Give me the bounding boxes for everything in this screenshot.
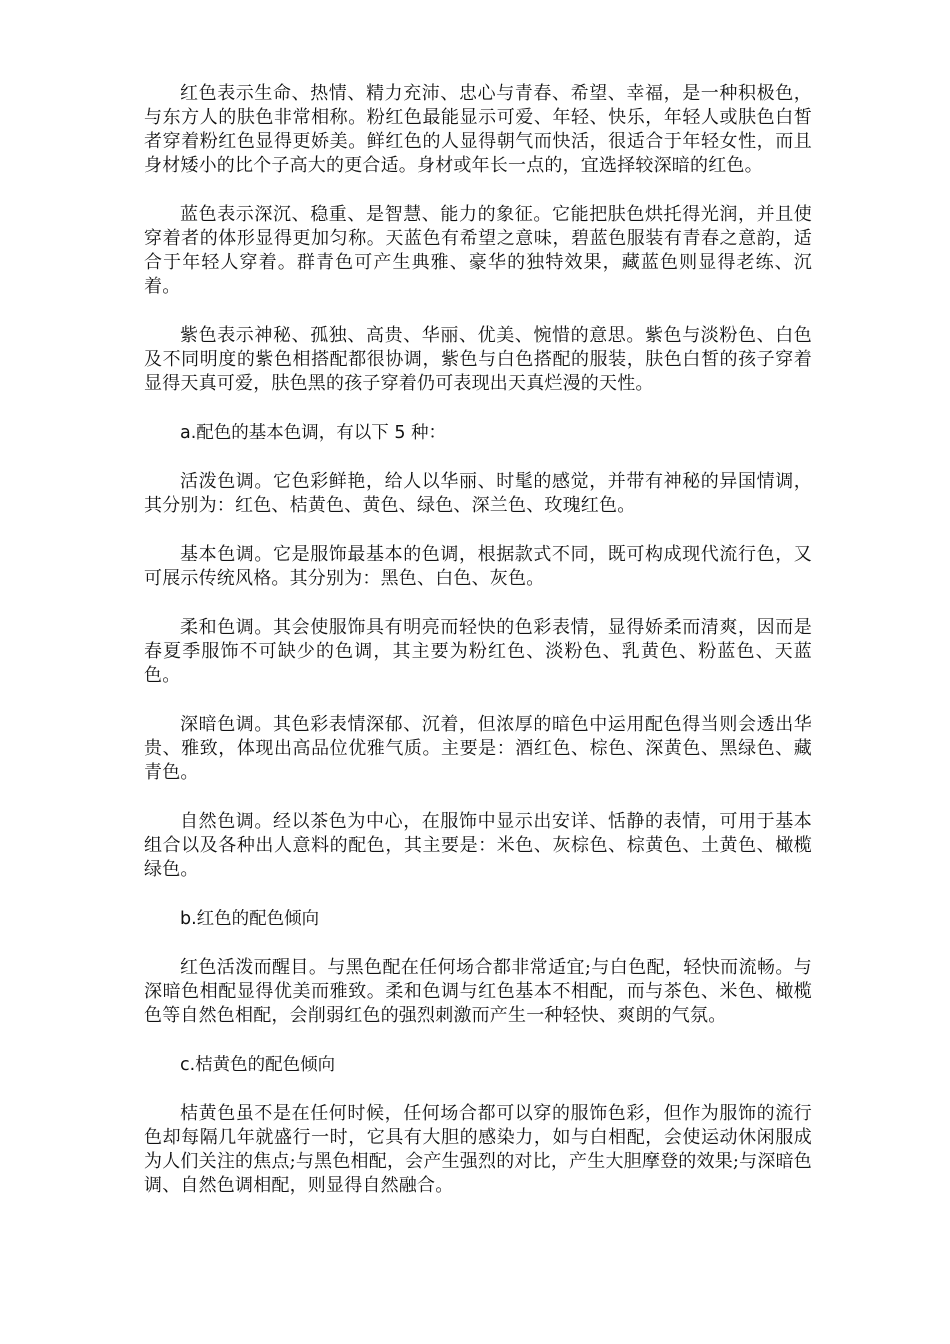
section-heading-a: a.配色的基本色调，有以下 5 种：	[180, 423, 447, 443]
paragraph-soft-tone: 柔和色调。其会使服饰具有明亮而轻快的色彩表情，显得娇柔而清爽，因而是春夏季服饰不可缺少的色调，其主要为粉红色、淡粉色、乳黄色、粉蓝色、天蓝色。	[144, 617, 812, 686]
paragraph-red-matching: 红色活泼而醒目。与黑色配在任何场合都非常适宜;与白色配，轻快而流畅。与深暗色相配显得优美而雅致。柔和色调与红色基本不相配，而与茶色、米色、橄榄色等自然色相配，会削弱红色的强烈刺激而产生一种轻快、爽朗的气氛。	[144, 957, 812, 1026]
paragraph-basic-tone: 基本色调。它是服饰最基本的色调，根据款式不同，既可构成现代流行色，又可展示传统风格。其分别为：黑色、白色、灰色。	[144, 544, 812, 589]
document-body	[144, 82, 812, 1223]
section-heading-c: c.桔黄色的配色倾向	[180, 1055, 336, 1075]
section-heading-b: b.红色的配色倾向	[180, 909, 320, 929]
paragraph-dark-tone: 深暗色调。其色彩表情深郁、沉着，但浓厚的暗色中运用配色得当则会透出华贵、雅致，体现出高品位优雅气质。主要是：酒红色、棕色、深黄色、黑绿色、藏青色。	[144, 714, 812, 783]
paragraph-orange-matching: 桔黄色虽不是在任何时候，任何场合都可以穿的服饰色彩，但作为服饰的流行色却每隔几年就盛行一时，它具有大胆的感染力，如与白相配，会使运动休闲服成为人们关注的焦点;与黑色相配，会产生强烈的对比，产生大胆摩登的效果;与深暗色调、自然色调相配，则显得自然融合。	[144, 1103, 812, 1196]
paragraph-purple: 紫色表示神秘、孤独、高贵、华丽、优美、惋惜的意思。紫色与淡粉色、白色及不同明度的紫色相搭配都很协调，紫色与白色搭配的服装，肤色白皙的孩子穿着显得天真可爱，肤色黑的孩子穿着仍可表现出天真烂漫的天性。	[144, 325, 812, 394]
paragraph-blue: 蓝色表示深沉、稳重、是智慧、能力的象征。它能把肤色烘托得光润，并且使穿着者的体形显得更加匀称。天蓝色有希望之意味，碧蓝色服装有青春之意韵，适合于年轻人穿着。群青色可产生典雅、豪华的独特效果，藏蓝色则显得老练、沉着。	[144, 204, 812, 297]
paragraph-natural-tone: 自然色调。经以茶色为中心，在服饰中显示出安详、恬静的表情，可用于基本组合以及各种出人意料的配色，其主要是：米色、灰棕色、棕黄色、土黄色、橄榄绿色。	[144, 811, 812, 880]
paragraph-lively-tone: 活泼色调。它色彩鲜艳，给人以华丽、时髦的感觉，并带有神秘的异国情调，其分别为：红色、桔黄色、黄色、绿色、深兰色、玫瑰红色。	[144, 471, 812, 516]
paragraph-red: 红色表示生命、热情、精力充沛、忠心与青春、希望、幸福，是一种积极色，与东方人的肤色非常相称。粉红色最能显示可爱、年轻、快乐，年轻人或肤色白皙者穿着粉红色显得更娇美。鲜红色的人显得朝气而快活，很适合于年轻女性，而且身材矮小的比个子高大的更合适。身材或年长一点的，宜选择较深暗的红色。	[144, 83, 812, 176]
